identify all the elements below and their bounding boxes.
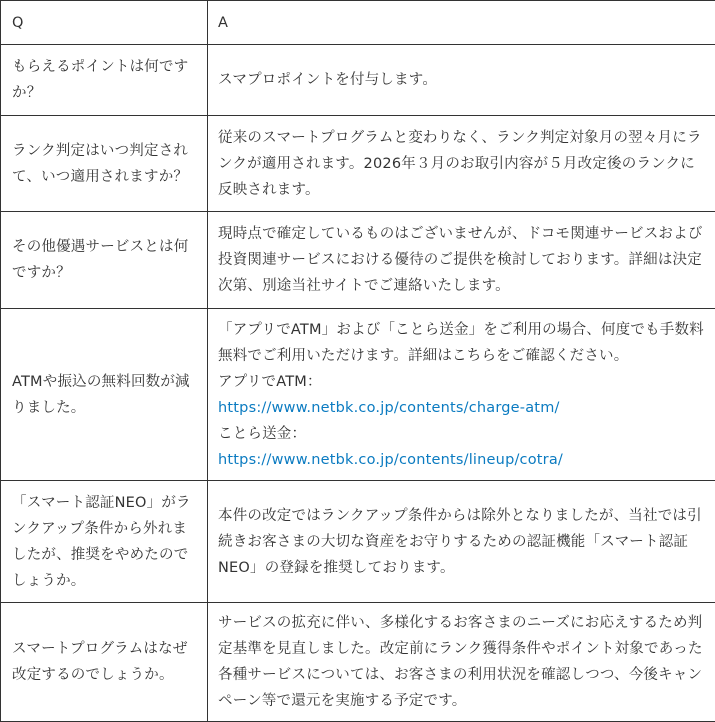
link-label-atm: アプリでATM： bbox=[218, 369, 707, 395]
table-row bbox=[1, 45, 715, 116]
question-cell: その他優遇サービスとは何ですか？ bbox=[1, 212, 208, 309]
table-row bbox=[1, 116, 715, 212]
question-cell: もらえるポイントは何ですか？ bbox=[1, 45, 208, 116]
header-a: A bbox=[208, 1, 715, 45]
answer-cell: 本件の改定ではランクアップ条件からは除外となりましたが、当社では引続きお客さまの大切な資産をお守りするための認証機能「スマート認証NEO」の登録を推奨しております。 bbox=[208, 481, 715, 603]
question-cell: ATMや振込の無料回数が減りました。 bbox=[1, 309, 208, 481]
answer-cell bbox=[208, 309, 715, 481]
answer-text: 「アプリでATM」および「ことら送金」をご利用の場合、何度でも手数料無料でご利用いただけます。詳細はこちらをご確認ください。 bbox=[218, 317, 707, 369]
answer-cell: スマプロポイントを付与します。 bbox=[208, 45, 715, 116]
table-row bbox=[1, 212, 715, 309]
table-header-row bbox=[1, 1, 715, 45]
table-row bbox=[1, 309, 715, 481]
answer-cell: 現時点で確定しているものはございませんが、ドコモ関連サービスおよび投資関連サービスにおける優待のご提供を検討しております。詳細は決定次第、別途当社サイトでご連絡いたします。 bbox=[208, 212, 715, 309]
answer-cell: サービスの拡充に伴い、多様化するお客さまのニーズにお応えするため判定基準を見直しました。改定前にランク獲得条件やポイント対象であった各種サービスについては、お客さまの利用状況を確認しつつ、今後キャンペーン等で還元を実施する予定です。 bbox=[208, 603, 715, 722]
question-cell: ランク判定はいつ判定されて、いつ適用されますか？ bbox=[1, 116, 208, 212]
table-row bbox=[1, 603, 715, 722]
table-row bbox=[1, 481, 715, 603]
question-cell: スマートプログラムはなぜ改定するのでしょうか。 bbox=[1, 603, 208, 722]
header-q: Q bbox=[1, 1, 208, 45]
atm-link[interactable]: https://www.netbk.co.jp/contents/charge-atm/ bbox=[218, 395, 707, 421]
cotra-link[interactable]: https://www.netbk.co.jp/contents/lineup/cotra/ bbox=[218, 447, 707, 473]
question-cell: 「スマート認証NEO」がランクアップ条件から外れましたが、推奨をやめたのでしょうか。 bbox=[1, 481, 208, 603]
answer-cell: 従来のスマートプログラムと変わりなく、ランク判定対象月の翌々月にランクが適用されます。2026年３月のお取引内容が５月改定後のランクに反映されます。 bbox=[208, 116, 715, 212]
link-label-cotra: ことら送金： bbox=[218, 421, 707, 447]
